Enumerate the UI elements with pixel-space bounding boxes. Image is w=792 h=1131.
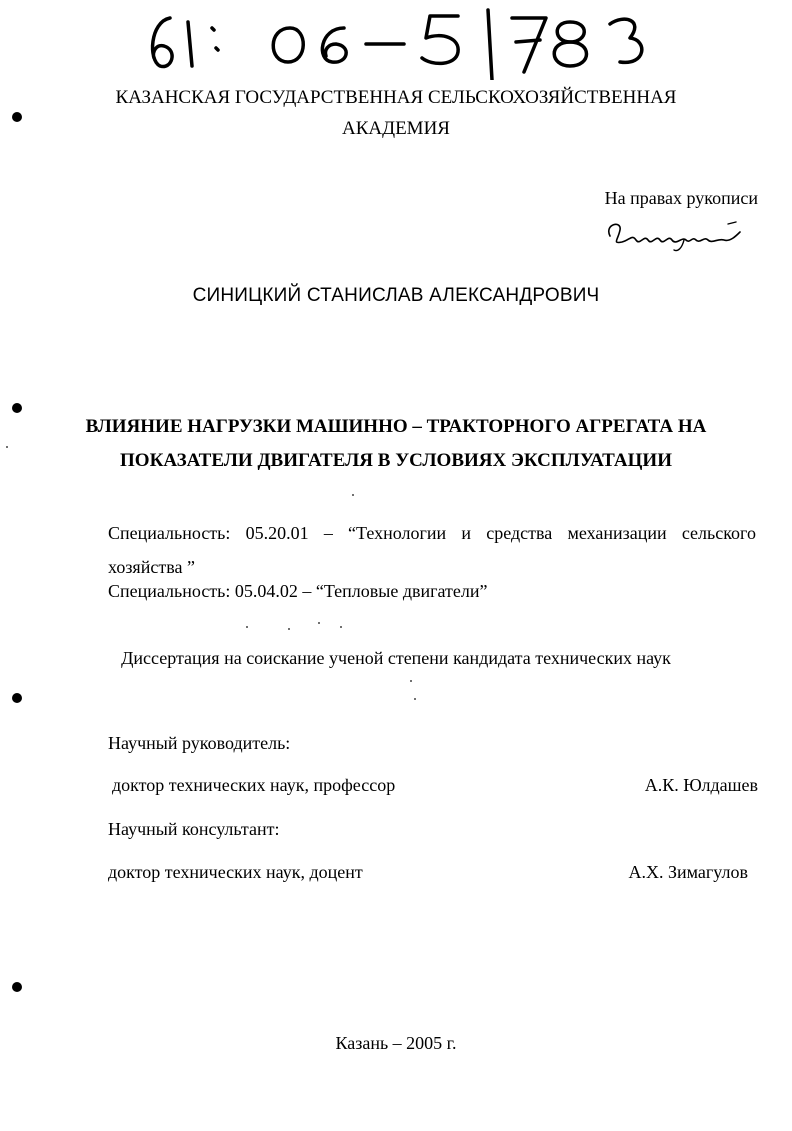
scan-speck — [410, 680, 412, 682]
manuscript-rights-note: На правах рукописи — [604, 188, 758, 208]
signature — [600, 214, 745, 254]
supervisor-label: Научный руководитель: — [108, 733, 291, 753]
institution-line-2: АКАДЕМИЯ — [342, 118, 450, 139]
binding-hole-mark — [12, 112, 22, 122]
consultant-name: А.Х. Зимагулов — [628, 862, 748, 882]
dissertation-title — [0, 410, 792, 478]
binding-hole-mark — [12, 693, 22, 703]
title-line-2: ПОКАЗАТЕЛИ ДВИГАТЕЛЯ В УСЛОВИЯХ ЭКСПЛУАТАЦИИ — [120, 450, 672, 471]
binding-hole-mark — [12, 982, 22, 992]
specialty-2: Специальность: 05.04.02 – “Тепловые двигатели” — [108, 581, 488, 601]
consultant-title: доктор технических наук, доцент — [108, 862, 363, 882]
specialty-1: Специальность: 05.20.01 – “Технологии и средства механизации сельского хозяйства ” — [108, 523, 756, 577]
city-and-year: Казань – 2005 г. — [335, 1033, 457, 1053]
supervisor-title: доктор технических наук, профессор — [112, 775, 396, 795]
scan-speck — [6, 446, 8, 448]
handwritten-archive-code — [120, 0, 660, 80]
dissertation-degree-statement: Диссертация на соискание ученой степени кандидата технических наук — [121, 648, 671, 668]
scan-speck — [318, 622, 320, 624]
consultant-label: Научный консультант: — [108, 819, 280, 839]
scan-speck — [414, 698, 416, 700]
institution-line-1: КАЗАНСКАЯ ГОСУДАРСТВЕННАЯ СЕЛЬСКОХОЗЯЙСТВЕННАЯ — [115, 87, 677, 108]
scan-speck — [288, 628, 290, 630]
scan-speck — [246, 626, 248, 628]
scan-speck — [340, 626, 342, 628]
institution-name — [0, 82, 792, 144]
scan-speck — [352, 494, 354, 496]
author-name: СИНИЦКИЙ СТАНИСЛАВ АЛЕКСАНДРОВИЧ — [192, 285, 600, 306]
title-line-1: ВЛИЯНИЕ НАГРУЗКИ МАШИННО – ТРАКТОРНОГО АГРЕГАТА НА — [85, 416, 707, 437]
binding-hole-mark — [12, 403, 22, 413]
supervisor-name: А.К. Юлдашев — [644, 775, 758, 795]
